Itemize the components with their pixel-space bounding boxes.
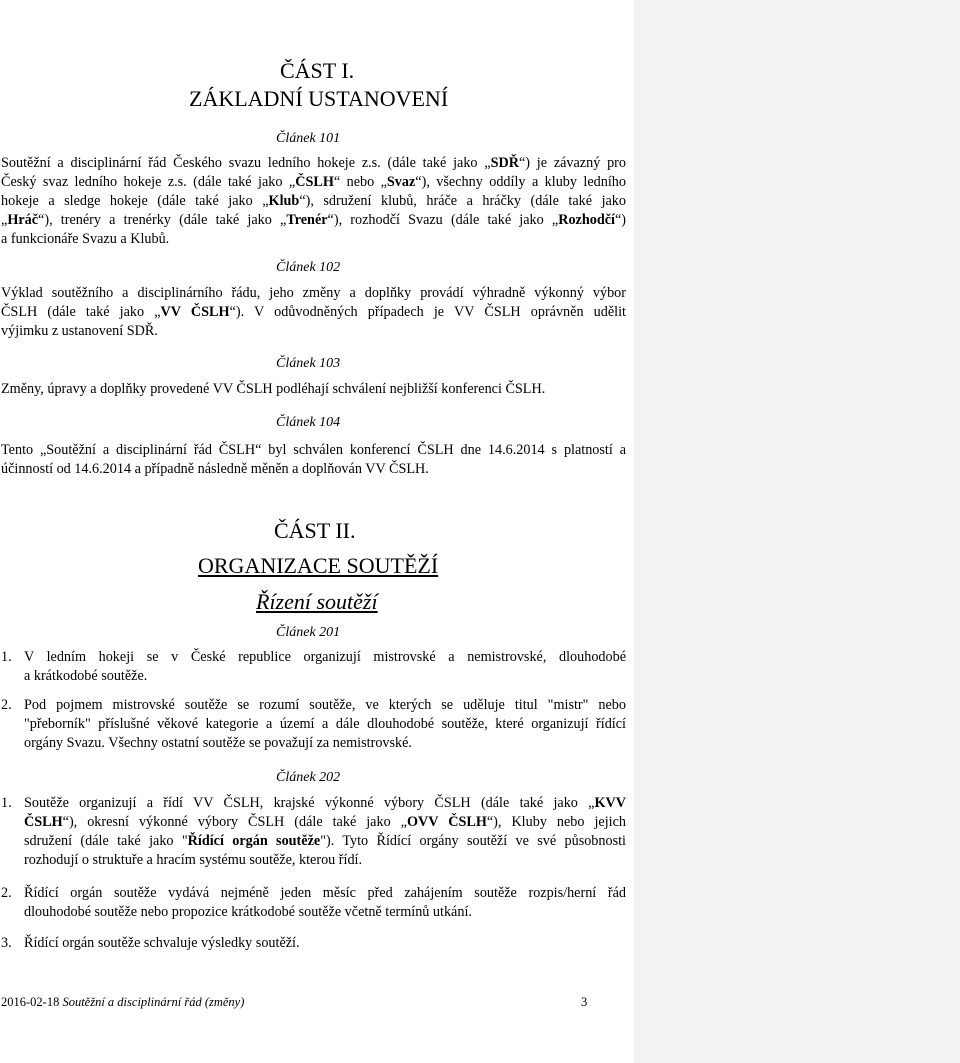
article-103-label: Článek 103 (276, 356, 341, 371)
article-201-item-2-number: 2. (1, 697, 12, 713)
article-101-line-3: hokeje a sledge hokeje (dále také jako „Klub“), sdružení klubů, hráče a hráčky (dále také jako (1, 193, 626, 209)
article-201-item-1-number: 1. (1, 649, 12, 665)
article-201-item-2-line-1: Pod pojmem mistrovské soutěže se rozumí soutěže, ve kterých se uděluje titul "mistr" nebo (24, 697, 626, 713)
article-102-text (1, 284, 626, 341)
article-103-line-1: Změny, úpravy a doplňky provedené VV ČSLH podléhají schválení nejbližší konferenci ČSLH. (1, 381, 546, 397)
part2-heading: ČÁST II. (274, 518, 356, 543)
article-202-item-3-number: 3. (1, 935, 12, 951)
footer-doc-title: Soutěžní a disciplinární řád (změny) (62, 995, 245, 1009)
article-101-line-1: Soutěžní a disciplinární řád Českého svazu ledního hokeje z.s. (dále také jako „SDŘ“) je závazný pro (1, 155, 626, 171)
article-202-label: Článek 202 (276, 770, 341, 785)
article-104-line-2: účinností od 14.6.2014 a případně následně měněn a doplňován VV ČSLH. (1, 461, 429, 477)
article-201-item-2-line-3: orgány Svazu. Všechny ostatní soutěže se považují za nemistrovské. (24, 735, 412, 751)
footer-page-number: 3 (581, 995, 588, 1009)
article-201-item-2-text (24, 696, 626, 753)
right-margin-panel (634, 0, 960, 1063)
footer-date: 2016-02-18 (1, 995, 60, 1009)
article-202-item-1-line-1: Soutěže organizují a řídí VV ČSLH, krajské výkonné výbory ČSLH (dále také jako „KVV (24, 795, 626, 811)
article-202-item-1-number: 1. (1, 795, 12, 811)
article-202-item-1-line-3: sdružení (dále také jako "Řídící orgán soutěže"). Tyto Řídící orgány soutěží ve své působnosti (24, 833, 626, 849)
article-101-line-4: „Hráč“), trenéry a trenérky (dále také jako „Trenér“), rozhodčí Svazu (dále také jako „Rozhodčí“) (1, 212, 626, 228)
article-202-item-1-text (24, 794, 626, 870)
article-102-label: Článek 102 (276, 260, 341, 275)
article-102-line-3: výjimku z ustanovení SDŘ. (1, 323, 158, 339)
part1-heading: ČÁST I. (280, 58, 355, 83)
article-202-item-2-line-2: dlouhodobé soutěže nebo propozice krátkodobé soutěže včetně termínů utkání. (24, 904, 472, 920)
part2-title: ORGANIZACE SOUTĚŽÍ (198, 553, 439, 578)
article-102-line-2: ČSLH (dále také jako „VV ČSLH“). V odůvodněných případech je VV ČSLH oprávněn udělit (1, 304, 626, 320)
article-202-item-1-line-2: ČSLH“), okresní výkonné výbory ČSLH (dále také jako „OVV ČSLH“), Kluby nebo jejich (24, 814, 626, 830)
article-104-label: Článek 104 (276, 415, 341, 430)
article-101-text (1, 154, 626, 249)
part2-subtitle: Řízení soutěží (256, 589, 378, 614)
article-201-item-1-line-1: V ledním hokeji se v České republice organizují mistrovské a nemistrovské, dlouhodobé (24, 649, 626, 665)
article-201-item-1-line-2: a krátkodobé soutěže. (24, 668, 148, 684)
article-202-item-3-line-1: Řídící orgán soutěže schvaluje výsledky soutěží. (24, 935, 300, 951)
footer-left (1, 995, 244, 1010)
part1-title: ZÁKLADNÍ USTANOVENÍ (189, 86, 449, 111)
article-101-line-5: a funkcionáře Svazu a Klubů. (1, 231, 170, 247)
article-101-label: Článek 101 (276, 131, 341, 146)
article-201-label: Článek 201 (276, 625, 341, 640)
article-202-item-3-text (24, 934, 626, 953)
article-201-item-2-line-2: "přeborník" příslušné věkové kategorie a území a dále dlouhodobé soutěže, které organizují řídící (24, 716, 626, 732)
article-202-item-2-line-1: Řídící orgán soutěže vydává nejméně jeden měsíc před zahájením soutěže rozpis/herní řád (24, 885, 626, 901)
article-201-item-1-text (24, 648, 626, 686)
article-104-text (1, 441, 626, 479)
article-202-item-1-line-4: rozhodují o struktuře a hracím systému soutěže, kterou řídí. (24, 852, 363, 868)
article-202-item-2-text (24, 884, 626, 922)
article-104-line-1: Tento „Soutěžní a disciplinární řád ČSLH“ byl schválen konferencí ČSLH dne 14.6.2014 s platností a (1, 442, 626, 458)
article-103-text (1, 380, 626, 399)
article-202-item-2-number: 2. (1, 885, 12, 901)
article-101-line-2: Český svaz ledního hokeje z.s. (dále také jako „ČSLH“ nebo „Svaz“), všechny oddíly a kluby ledního (1, 174, 626, 190)
article-102-line-1: Výklad soutěžního a disciplinárního řádu, jeho změny a doplňky provádí výhradně výkonný výbor (1, 285, 626, 301)
